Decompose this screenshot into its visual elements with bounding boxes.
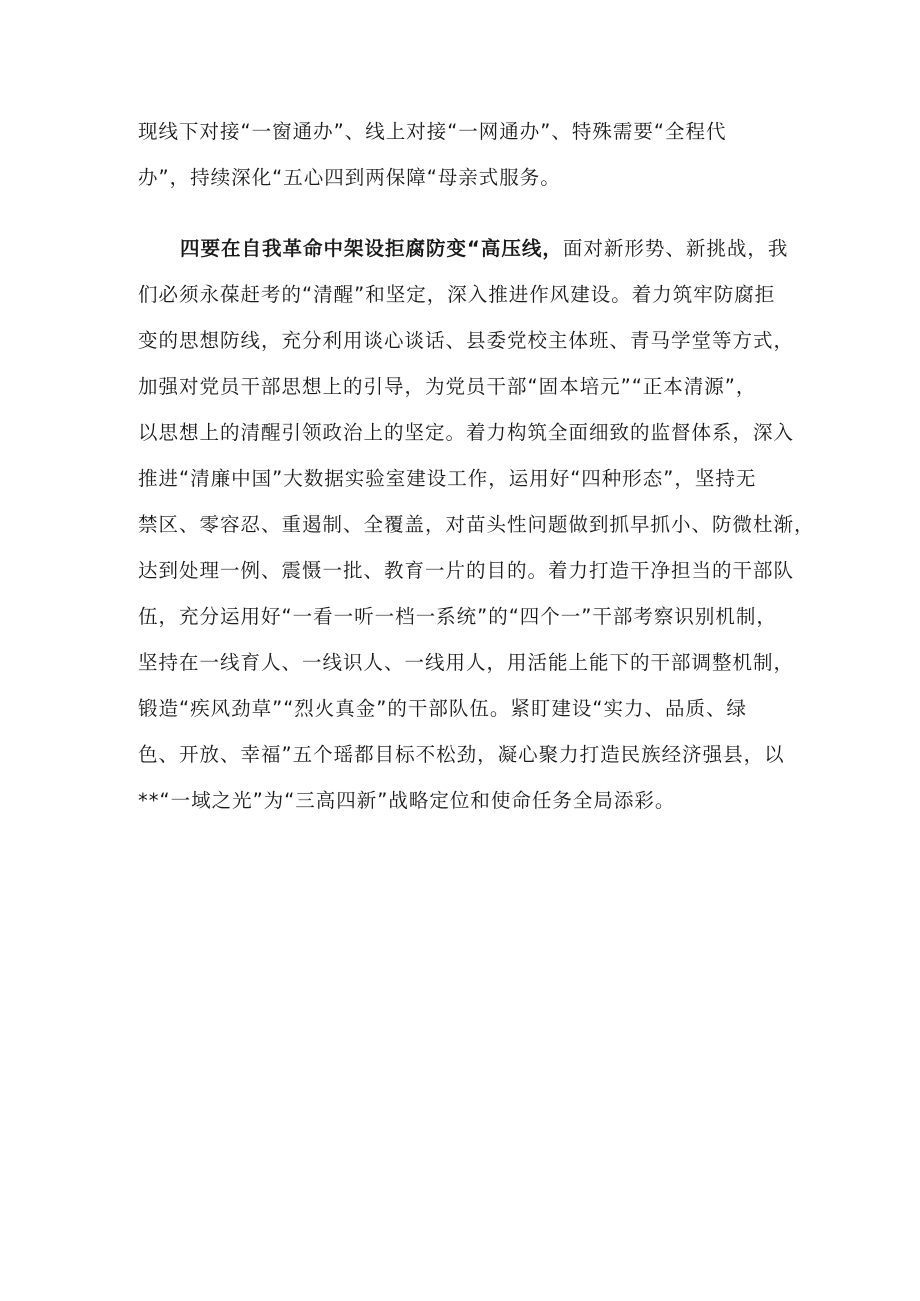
paragraph-2-line-4: 加强对党员干部思想上的引导，为党员干部“固本培元”“正本清源”，	[138, 375, 757, 398]
paragraph-2-line-1-rest: 面对新形势、新挑战，我	[562, 237, 789, 260]
paragraph-2-line-5: 以思想上的清醒引领政治上的坚定。着力构筑全面细致的监督体系，深入	[138, 421, 795, 444]
paragraph-2-line-12: 色、开放、幸福”五个瑶都目标不松劲，凝心聚力打造民族经济强县，以	[138, 743, 785, 766]
paragraph-2-heading: 四要在自我革命中架设拒腐防变“高压线，	[180, 237, 563, 260]
paragraph-2-line-11: 锻造“疾风劲草”“烈火真金”的干部队伍。紧盯建设“实力、品质、绿	[138, 697, 748, 720]
paragraph-2-line-2: 们必须永葆赶考的“清醒”和坚定，深入推进作风建设。着力筑牢防腐拒	[138, 283, 776, 306]
paragraph-1-line-2: 办”，持续深化“五心四到两保障“母亲式服务。	[138, 166, 561, 189]
paragraph-2-line-8: 达到处理一例、震慑一批、教育一片的目的。着力打造干净担当的干部队	[138, 559, 795, 582]
paragraph-2-line-6: 推进“清廉中国”大数据实验室建设工作，运用好“四种形态”，坚持无	[138, 467, 757, 490]
paragraph-2-line-7: 禁区、零容忍、重遏制、全覆盖，对苗头性问题做到抓早抓小、防微杜渐，	[138, 513, 815, 536]
paragraph-2-line-9: 伍，充分运用好“一看一听一档一系统”的“四个一”干部考察识别机制，	[138, 605, 777, 628]
paragraph-2-line-3: 变的思想防线，充分利用谈心谈话、县委党校主体班、青马学堂等方式，	[138, 329, 795, 352]
paragraph-2-line-1	[180, 229, 788, 269]
paragraph-2-line-10: 坚持在一线育人、一线识人、一线用人，用活能上能下的干部调整机制，	[138, 651, 795, 674]
paragraph-2-line-13: **“一域之光”为“三高四新”战略定位和使命任务全局添彩。	[138, 789, 676, 812]
paragraph-1-line-1: 现线下对接“一窗通办”、线上对接“一网通办”、特殊需要“全程代	[138, 120, 727, 143]
